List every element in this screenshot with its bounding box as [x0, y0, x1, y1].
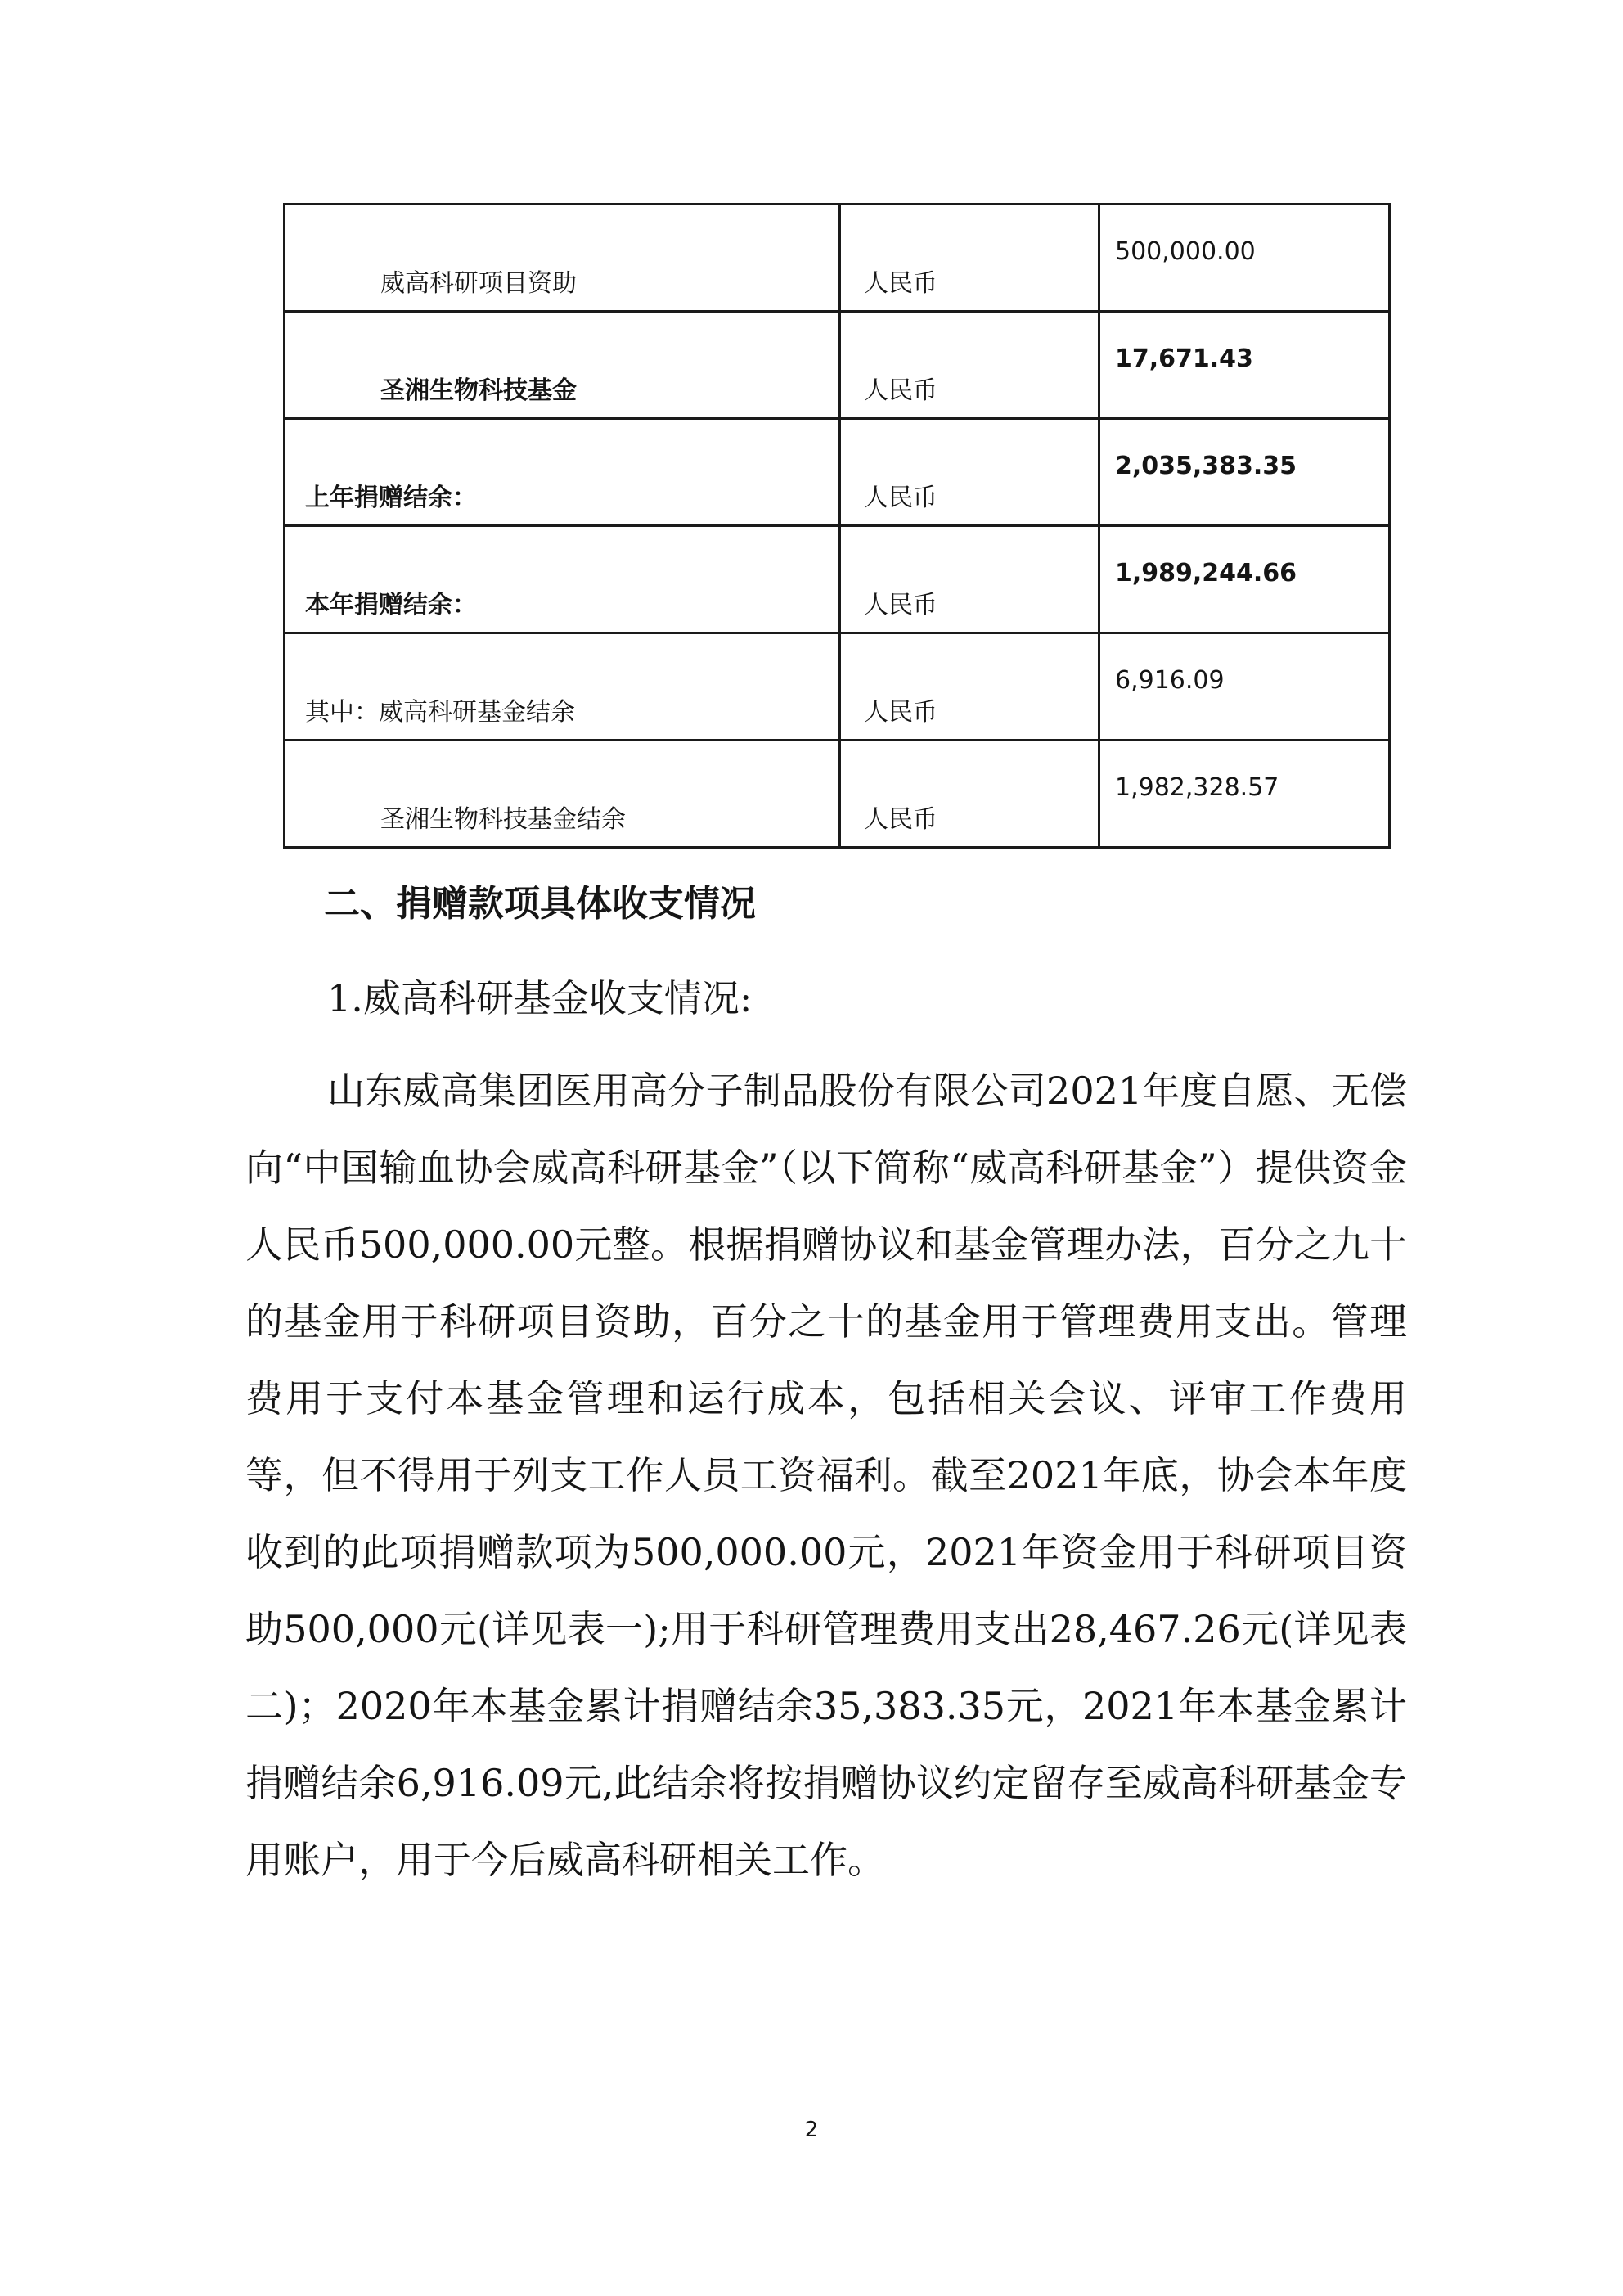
donation-summary-table — [283, 203, 1391, 849]
item-cell: 圣湘生物科技基金 — [285, 312, 840, 419]
currency-cell: 人民币 — [840, 205, 1099, 312]
currency-cell: 人民币 — [840, 312, 1099, 419]
section-heading: 二、捐赠款项具体收支情况 — [324, 883, 756, 925]
amount-cell: 6,916.09 — [1099, 633, 1390, 741]
table-row — [285, 741, 1390, 848]
body-paragraph: 山东威高集团医用高分子制品股份有限公司2021年度自愿、无偿向“中国输血协会威高科研基金”（以下简称“威高科研基金”）提供资金人民币500,000.00元整。根据捐赠协议和基金管理办法，百分之九十的基金用于科研项目资助，百分之十的基金用于管理费用支出。管理费用于支付本基金管理和运行成本，包括相关会议、评审工作费用等，但不得用于列支工作人员工资福利。截至2021年底，协会本年度收到的此项捐赠款项为500,000.00元，2021年资金用于科研项目资助500,000元(详见表一);用于科研管理费用支出28,467.26元(详见表二)；2020年本基金累计捐赠结余35,383.35元，2021年本基金累计捐赠结余6,916.09元,此结余将按捐赠协议约定留存至威高科研基金专用账户，用于今后威高科研相关工作。 — [245, 1069, 1407, 1882]
currency-cell: 人民币 — [840, 526, 1099, 633]
table-row — [285, 526, 1390, 633]
item-cell: 上年捐赠结余： — [285, 419, 840, 526]
amount-cell: 1,989,244.66 — [1099, 526, 1390, 633]
currency-cell: 人民币 — [840, 741, 1099, 848]
item-cell: 本年捐赠结余： — [285, 526, 840, 633]
table-row — [285, 419, 1390, 526]
amount-cell: 1,982,328.57 — [1099, 741, 1390, 848]
amount-cell: 500,000.00 — [1099, 205, 1390, 312]
table-row — [285, 205, 1390, 312]
item-cell: 其中：威高科研基金结余 — [285, 633, 840, 741]
page-number: 2 — [804, 2118, 819, 2142]
item-cell: 威高科研项目资助 — [285, 205, 840, 312]
subsection-heading: 1.威高科研基金收支情况: — [327, 976, 753, 1020]
amount-cell: 17,671.43 — [1099, 312, 1390, 419]
amount-cell: 2,035,383.35 — [1099, 419, 1390, 526]
currency-cell: 人民币 — [840, 419, 1099, 526]
table-row — [285, 312, 1390, 419]
item-cell: 圣湘生物科技基金结余 — [285, 741, 840, 848]
table-row — [285, 633, 1390, 741]
currency-cell: 人民币 — [840, 633, 1099, 741]
